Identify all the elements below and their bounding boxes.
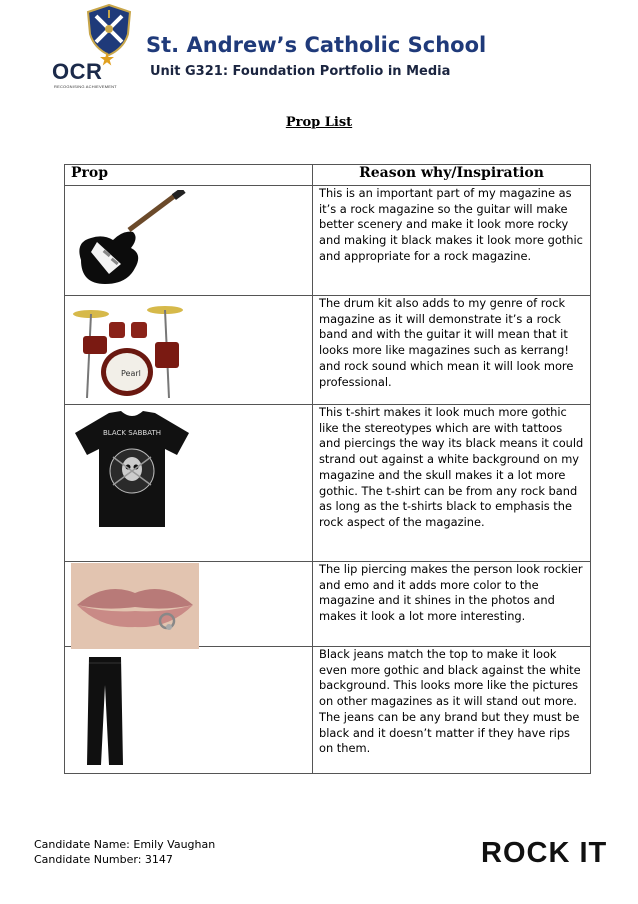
reason-cell: The lip piercing makes the person look rockier and emo and it adds more color to the magazine and it shines in the photos and makes it look a lot more interesting. bbox=[313, 562, 591, 647]
prop-cell bbox=[65, 562, 313, 647]
candidate-name: Candidate Name: Emily Vaughan bbox=[34, 838, 216, 851]
black-jeans-image bbox=[85, 655, 125, 767]
drum-kit-image bbox=[69, 300, 189, 401]
lip-piercing-image bbox=[71, 563, 199, 649]
candidate-number: Candidate Number: 3147 bbox=[34, 853, 173, 866]
ocr-tagline: RECOGNISING ACHIEVEMENT bbox=[54, 84, 117, 89]
reason-cell: This is an important part of my magazine as it’s a rock magazine so the guitar will make better scenery and make it look more rocky and making it black makes it look more gothic and appropriate for a rock magazine. bbox=[313, 186, 591, 296]
tshirt-image bbox=[73, 409, 191, 529]
prop-cell bbox=[65, 186, 313, 296]
header-reason: Reason why/Inspiration bbox=[313, 165, 591, 186]
ocr-logo-text: OCR bbox=[52, 59, 103, 84]
prop-table bbox=[64, 164, 591, 774]
page-title: Prop List bbox=[285, 115, 353, 130]
school-crest-icon bbox=[86, 4, 132, 56]
svg-text:BLACK SABBATH: BLACK SABBATH bbox=[103, 429, 161, 437]
school-name: St. Andrew’s Catholic School bbox=[146, 33, 487, 57]
table-row bbox=[65, 296, 591, 405]
table-row bbox=[65, 405, 591, 562]
prop-cell bbox=[65, 296, 313, 405]
reason-cell: The drum kit also adds to my genre of rock magazine as it will demonstrate it’s a rock band and with the guitar it will mean that it looks more like magazines such as kerrang! and rock sound which mean it will look more professional. bbox=[313, 296, 591, 405]
guitar-image bbox=[69, 190, 189, 290]
prop-cell bbox=[65, 647, 313, 774]
table-row bbox=[65, 562, 591, 647]
unit-title: Unit G321: Foundation Portfolio in Media bbox=[150, 64, 451, 79]
reason-cell: Black jeans match the top to make it look even more gothic and black against the white background. This looks more like the pictures on other magazines as it will stand out more. The jeans can be any brand but they must be black and it doesn’t matter if they have rips on them. bbox=[313, 647, 591, 774]
svg-text:Pearl: Pearl bbox=[121, 369, 141, 378]
table-header-row bbox=[65, 165, 591, 186]
reason-cell: This t-shirt makes it look much more gothic like the stereotypes which are with tattoos and piercings the way its black means it could strand out against a white background on my magazine and the skull makes it a lot more gothic. The t-shirt can be from any rock band as long as the t-shirts black to emphasis the rock aspect of the magazine. bbox=[313, 405, 591, 562]
rock-it-logo: ROCK IT bbox=[481, 837, 608, 869]
header-prop: Prop bbox=[65, 165, 313, 186]
table-row bbox=[65, 186, 591, 296]
table-row bbox=[65, 647, 591, 774]
ocr-star-icon bbox=[100, 52, 114, 66]
prop-cell bbox=[65, 405, 313, 562]
